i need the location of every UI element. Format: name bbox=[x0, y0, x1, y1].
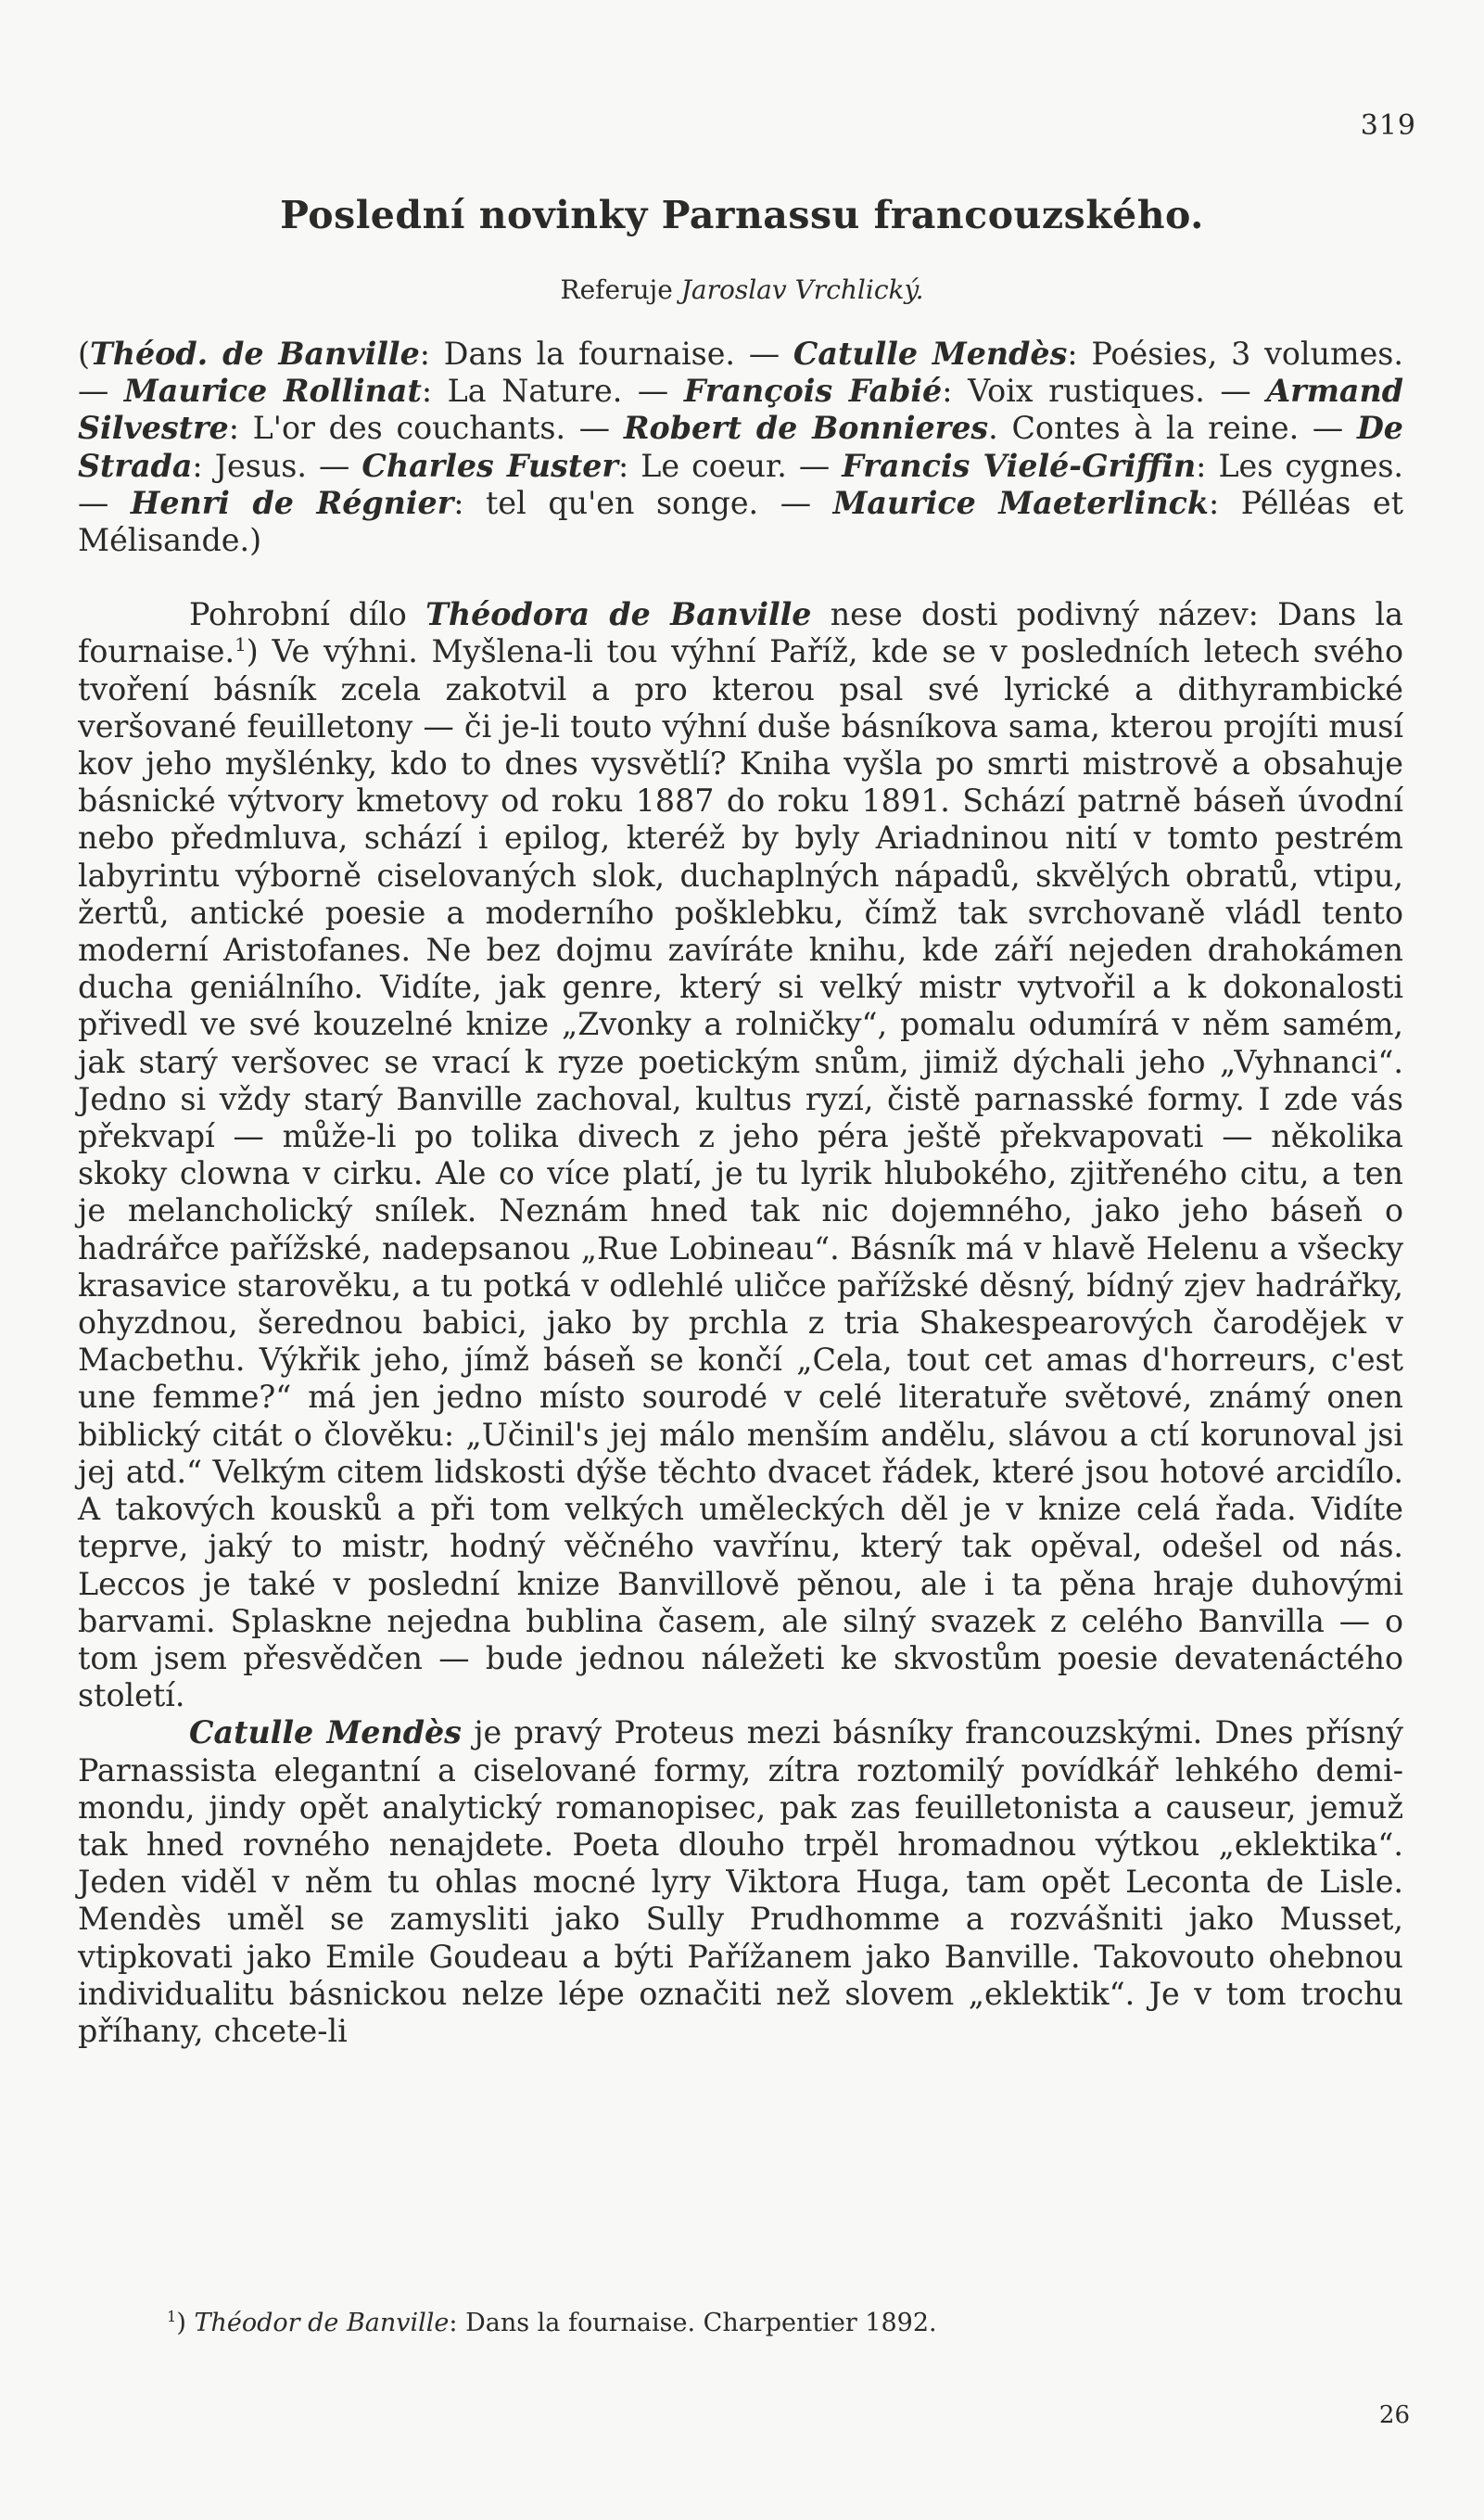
book-author: Francis Vielé-Griffin bbox=[842, 447, 1197, 484]
paragraph-text: ) Ve výhni. Myšlena-li tou výhní Paříž, kde se v posledních letech svého tvoření básník zcela zakotvil a pro kterou psal své lyrické a dithyrambické veršované feuilletony — či je-li touto výhní duše básníkova sama, kterou projíti musí kov jeho myšlénky, kdo to dnes vysvětlí? Kniha vyšla po smrti mistrově a obsahuje básnické výtvory kmetovy od roku 1887 do roku 1891. Schází patrně báseň úvodní nebo předmluva, schází i epilog, kteréž by byly Ariadninou nití v tomto pestrém labyrintu výborně ciselovaných slok, duchaplných nápadů, skvělých obratů, vtipu, žertů, antické poesie a moderního pošklebku, čímž tak svrchovaně vládl tento moderní Aristofanes. Ne bez dojmu zavíráte knihu, kde září nejeden drahokámen ducha geniálního. Vidíte, jak genre, který si velký mistr vytvořil a k dokonalosti přivedl ve své kouzelné knize „Zvonky a rolničky“, pomalu odumírá v něm samém, jak starý veršovec se vrací k ryze poetickým snům, jimiž dýchali jeho „Vyhnanci“. Jedno si vždy starý Banville zachoval, kultus ryzí, čistě parnasské formy. I zde vás překvapí — může-li po tolika divech z jeho péra ještě překvapovati — několika skoky clowna v cirku. Ale co více platí, je tu lyrik hlubokého, zjitřeného citu, a ten je melancholický snílek. Neznám hned tak nic dojemného, jako jeho báseň o hadrářce pařížské, nadepsanou „Rue Lobineau“. Básník má v hlavě Helenu a všecky krasavice starověku, a tu potká v odlehlé uličce pařížské děsný, bídný zjev hadrářky, ohyzdnou, šerednou babici, jako by prchla z tria Shakespearových čarodějek v Macbethu. Výkřik jeho, jímž báseň se končí „Cela, tout cet amas d'horreurs, c'est une femme?“ má jen jedno místo sourodé v celé literatuře světové, známý onen biblický citát o člověku: „Učinil's jej málo menším andělu, slávou a ctí korunoval jsi jej atd.“ Velkým citem lidskosti dýše těchto dvacet řádek, které jsou hotové arcidílo. A takových kousků a při tom velkých uměleckých děl je v knize celá řada. Vidíte teprve, jaký to mistr, hodný věčného vavřínu, který tak opěval, odešel od nás. Leccos je také v poslední knize Banvillově pěnou, ale i ta pěna hraje duhovými barvami. Splaskne nejedna bublina časem, ale silný svazek z celého Banvilla — o tom jsem přesvědčen — bude jednou náležeti ke skvostům poesie devatenáctého století. bbox=[78, 633, 1403, 1714]
book-author: Théod. de Banville bbox=[90, 336, 420, 372]
book-title: : Pélléas et Mélisande.) bbox=[78, 484, 1403, 559]
book-author: Maurice Maeterlinck bbox=[832, 484, 1209, 521]
page-number: 319 bbox=[1360, 109, 1416, 142]
footnote-author: Théodor de Banville bbox=[194, 2309, 450, 2337]
poet-name: Théodora de Banville bbox=[425, 596, 812, 633]
book-author: François Fabié bbox=[683, 373, 943, 410]
book-author: Maurice Rollinat bbox=[123, 373, 422, 410]
book-author: Charles Fuster bbox=[361, 447, 618, 484]
book-title: : La Nature. — bbox=[421, 373, 684, 410]
book-author: Henri de Régnier bbox=[130, 484, 454, 521]
footnote-mark: 1 bbox=[167, 2308, 177, 2325]
book-title: : Poésies, 3 volumes. — bbox=[78, 336, 1403, 410]
printer-signature: 26 bbox=[1378, 2401, 1410, 2429]
byline-author: Jaroslav Vrchlický. bbox=[680, 274, 924, 305]
book-title: : Les cygnes. — bbox=[78, 447, 1404, 521]
article-title: Poslední novinky Parnassu francouzského. bbox=[280, 193, 1204, 237]
paragraph-mendes bbox=[78, 1714, 1403, 2050]
article-body bbox=[78, 336, 1403, 2050]
paragraph-text: je pravý Proteus mezi básníky francouzskými. Dnes přísný Parnassista elegantní a ciselované formy, zítra roztomilý povídkář lehkého demi-mondu, jindy opět analytický romanopisec, pak zas feuilletonista a causeur, jemuž tak hned rovného nenajdete. Poeta dlouho trpěl hromadnou výtkou „eklektika“. Jeden viděl v něm tu ohlas mocné lyry Viktora Huga, tam opět Leconta de Lisle. Mendès uměl se zamysliti jako Sully Prudhomme a rozvášniti jako Musset, vtipkovati jako Emile Goudeau a býti Pařížanem jako Banville. Takovouto ohebnou individualitu básnickou nelze lépe označiti než slovem „eklektik“. Je v tom trochu příhany, chcete-li bbox=[78, 1714, 1403, 2049]
reviewed-books-list: (Théod. de Banville: Dans la fournaise. — Catulle Mendès: Poésies, 3 volumes. — Maurice Rollinat: La Nature. — François Fabié: Voix rustiques. — Armand Silvestre: L'or des couchants. — Robert de Bonnieres. Contes à la reine. — De Strada: Jesus. — Charles Fuster: Le coeur. — Francis Vielé-Griffin: Les cygnes. — Henri de Régnier: tel qu'en songe. — Maurice Maeterlinck: Pélléas et Mélisande.) bbox=[78, 336, 1404, 559]
book-title: : Voix rustiques. — bbox=[942, 373, 1267, 410]
footnote-text: : Dans la fournaise. Charpentier 1892. bbox=[449, 2309, 937, 2337]
book-title: . Contes à la reine. — bbox=[988, 410, 1357, 447]
book-author: Robert de Bonnieres bbox=[623, 410, 989, 447]
paragraph-text: nese dosti podivný název: Dans la fournaise. bbox=[78, 596, 1403, 670]
paragraph-banville bbox=[78, 596, 1403, 1714]
footnote: $^1$) Théodor de Banville: Dans la fournaise. Charpentier 1892. bbox=[167, 2308, 937, 2337]
book-title: : Dans la fournaise. — bbox=[419, 336, 793, 372]
byline-prefix: Referuje bbox=[560, 274, 673, 305]
poet-name: Catulle Mendès bbox=[189, 1714, 462, 1751]
book-author: De Strada bbox=[78, 410, 1403, 484]
paragraph-lead: Pohrobní dílo bbox=[189, 596, 426, 633]
footnote-reference[interactable]: 1 bbox=[235, 633, 247, 656]
book-title: : L'or des couchants. — bbox=[228, 410, 624, 447]
book-title: : Le coeur. — bbox=[617, 447, 843, 484]
book-title: : tel qu'en songe. — bbox=[453, 484, 833, 521]
byline bbox=[0, 274, 1484, 305]
book-title: : Jesus. — bbox=[192, 447, 362, 484]
book-author: Armand Silvestre bbox=[78, 373, 1403, 447]
book-author: Catulle Mendès bbox=[793, 336, 1068, 372]
